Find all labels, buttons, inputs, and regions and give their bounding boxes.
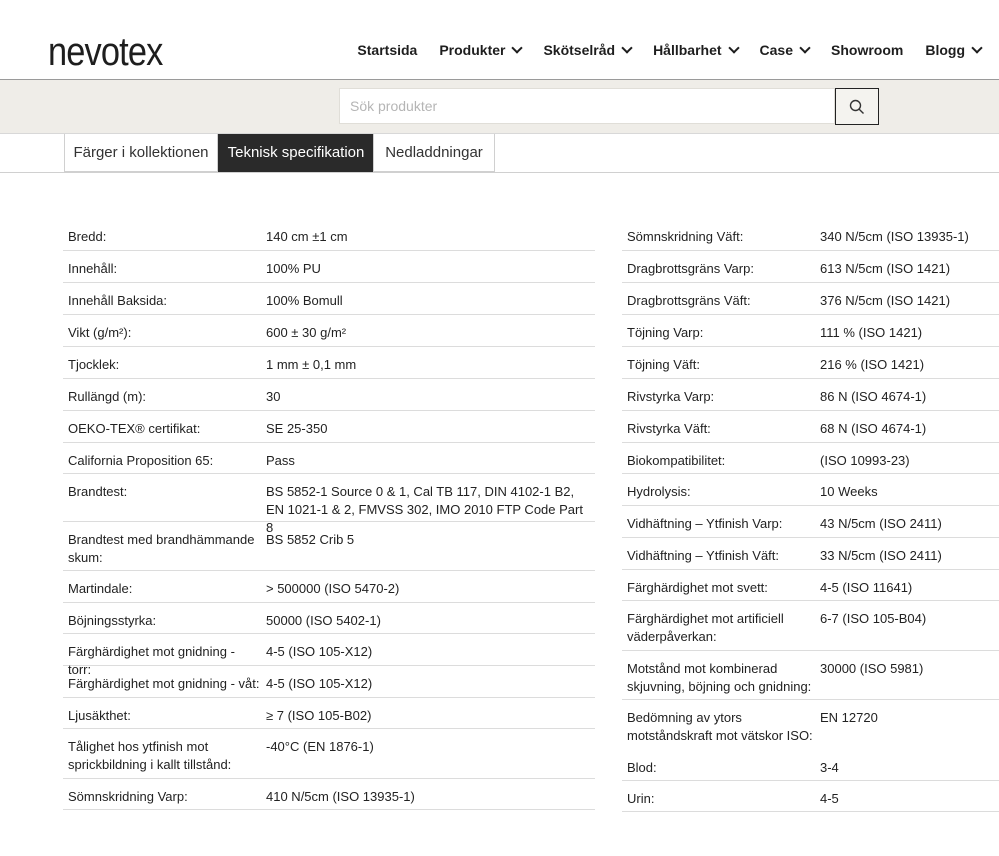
spec-label: Sömnskridning Väft: <box>627 229 744 244</box>
spec-row <box>622 443 999 474</box>
spec-label: Vikt (g/m²): <box>68 325 132 340</box>
search-button[interactable] <box>835 88 879 125</box>
spec-row <box>622 474 999 506</box>
spec-value: 3-4 <box>820 760 839 775</box>
nav-item-label: Hållbarhet <box>653 42 722 58</box>
spec-label: Rivstyrka Varp: <box>627 389 715 404</box>
brand-logo[interactable]: nevotex <box>48 30 163 74</box>
spec-label: California Proposition 65: <box>68 453 214 468</box>
chevron-down-icon <box>971 42 982 53</box>
spec-value: 100% PU <box>266 261 321 276</box>
spec-label: Brandtest med brandhämmande skum: <box>68 532 255 565</box>
spec-label: Dragbrottsgräns Väft: <box>627 293 751 308</box>
spec-row <box>63 698 595 729</box>
spec-label: Färghärdighet mot gnidning - våt: <box>68 676 260 691</box>
spec-label: Töjning Väft: <box>627 357 700 372</box>
nav-item-startsida[interactable] <box>357 42 417 58</box>
spec-label: Böjningsstyrka: <box>68 613 157 628</box>
spec-label: Hydrolysis: <box>627 484 691 499</box>
search-bar <box>0 80 999 134</box>
spec-row <box>622 570 999 601</box>
spec-value: 4-5 (ISO 105-X12) <box>266 644 373 659</box>
spec-row <box>622 347 999 379</box>
spec-value: BS 5852 Crib 5 <box>266 532 355 547</box>
spec-row <box>622 251 999 283</box>
spec-label: Tålighet hos ytfinish mot sprickbildning i kallt tillstånd: <box>68 739 232 772</box>
spec-value: -40°C (EN 1876-1) <box>266 739 374 754</box>
spec-label: Tjocklek: <box>68 357 120 372</box>
nav-item-label: Showroom <box>831 42 904 58</box>
spec-row <box>63 666 595 698</box>
chevron-down-icon <box>621 42 632 53</box>
nav-item-label: Startsida <box>357 42 418 58</box>
spec-row <box>63 571 595 603</box>
spec-row <box>622 538 999 570</box>
spec-value: 30000 (ISO 5981) <box>820 661 924 676</box>
site-header <box>0 0 999 80</box>
spec-label: Rivstyrka Väft: <box>627 421 711 436</box>
spec-label: Bredd: <box>68 229 107 244</box>
nav-item-label: Skötselråd <box>543 42 616 58</box>
spec-table-right <box>622 219 999 812</box>
spec-value: 4-5 <box>820 791 839 806</box>
spec-label: Vidhäftning – Ytfinish Varp: <box>627 516 783 531</box>
spec-row <box>63 219 595 251</box>
spec-row <box>63 729 595 779</box>
spec-label: Martindale: <box>68 581 133 596</box>
spec-value: 10 Weeks <box>820 484 878 499</box>
spec-value: BS 5852-1 Source 0 & 1, Cal TB 117, DIN 4102-1 B2, EN 1021-1 & 2, FMVSS 302, IMO 2010 FTP Code Part 8 <box>266 484 583 535</box>
spec-row <box>622 601 999 651</box>
tab-teknisk-specifikation[interactable]: Teknisk specifikation <box>218 134 374 172</box>
spec-value: 613 N/5cm (ISO 1421) <box>820 261 951 276</box>
spec-row <box>622 283 999 315</box>
spec-label: Färghärdighet mot artificiell väderpåverkan: <box>627 611 784 644</box>
spec-value: (ISO 10993-23) <box>820 453 910 468</box>
spec-value: SE 25-350 <box>266 421 328 436</box>
spec-row <box>63 347 595 379</box>
spec-value: 50000 (ISO 5402-1) <box>266 613 381 628</box>
tab-nedladdningar[interactable]: Nedladdningar <box>373 134 495 172</box>
spec-label: Vidhäftning – Ytfinish Väft: <box>627 548 780 563</box>
nav-item-label: Blogg <box>925 42 965 58</box>
spec-label: Innehåll Baksida: <box>68 293 168 308</box>
spec-label: Biokompatibilitet: <box>627 453 726 468</box>
spec-row <box>622 219 999 251</box>
spec-row <box>63 474 595 535</box>
spec-label: Sömnskridning Varp: <box>68 789 188 804</box>
spec-row <box>63 315 595 347</box>
spec-value: 600 ± 30 g/m² <box>266 325 347 340</box>
spec-row <box>622 506 999 538</box>
nav-item-case[interactable] <box>760 42 809 58</box>
spec-row <box>63 522 595 571</box>
spec-value: 111 % (ISO 1421) <box>820 325 923 340</box>
chevron-down-icon <box>728 42 739 53</box>
chevron-down-icon <box>512 42 523 53</box>
spec-row <box>622 781 999 812</box>
nav-item-label: Produkter <box>439 42 506 58</box>
spec-row <box>63 251 595 283</box>
nav-item-label: Case <box>759 42 793 58</box>
spec-value: EN 12720 <box>820 710 878 725</box>
spec-label: Färghärdighet mot svett: <box>627 580 768 595</box>
spec-value: 140 cm ±1 cm <box>266 229 348 244</box>
spec-row <box>622 315 999 347</box>
spec-value: 68 N (ISO 4674-1) <box>820 421 927 436</box>
spec-row <box>63 379 595 411</box>
spec-label: Töjning Varp: <box>627 325 704 340</box>
nav-item-skotselrad[interactable] <box>543 42 631 58</box>
spec-value: 376 N/5cm (ISO 1421) <box>820 293 951 308</box>
product-tabs <box>0 134 999 173</box>
spec-value: 216 % (ISO 1421) <box>820 357 925 372</box>
spec-label: OEKO-TEX® certifikat: <box>68 421 201 436</box>
tab-farger-i-kollektionen[interactable]: Färger i kollektionen <box>64 134 218 172</box>
nav-item-hallbarhet[interactable] <box>653 42 737 58</box>
chevron-down-icon <box>799 42 810 53</box>
search-input[interactable] <box>339 88 835 124</box>
spec-value: 4-5 (ISO 105-X12) <box>266 676 373 691</box>
spec-value: 33 N/5cm (ISO 2411) <box>820 548 942 563</box>
spec-value: 410 N/5cm (ISO 13935-1) <box>266 789 415 804</box>
spec-label: Rullängd (m): <box>68 389 147 404</box>
spec-value: 86 N (ISO 4674-1) <box>820 389 927 404</box>
spec-value: 4-5 (ISO 11641) <box>820 580 913 595</box>
spec-row <box>622 750 999 781</box>
spec-row <box>63 443 595 474</box>
spec-row <box>622 379 999 411</box>
spec-label: Urin: <box>627 791 655 806</box>
nav-item-showroom[interactable] <box>831 42 903 58</box>
spec-label: Motstånd mot kombinerad skjuvning, böjning och gnidning: <box>627 661 812 694</box>
spec-row <box>63 634 595 677</box>
spec-value: 1 mm ± 0,1 mm <box>266 357 357 372</box>
spec-row <box>63 779 595 810</box>
nav-item-produkter[interactable] <box>439 42 521 58</box>
spec-row <box>622 411 999 443</box>
search-icon <box>849 99 865 115</box>
spec-row <box>63 603 595 634</box>
spec-label: Blod: <box>627 760 657 775</box>
spec-row <box>63 411 595 443</box>
spec-label: Ljusäkthet: <box>68 708 131 723</box>
spec-value: 30 <box>266 389 281 404</box>
spec-value: 340 N/5cm (ISO 13935-1) <box>820 229 969 244</box>
spec-label: Bedömning av ytors motståndskraft mot vätskor ISO: <box>627 710 813 743</box>
spec-label: Brandtest: <box>68 484 128 499</box>
spec-label: Dragbrottsgräns Varp: <box>627 261 754 276</box>
spec-value: 100% Bomull <box>266 293 343 308</box>
spec-label: Innehåll: <box>68 261 118 276</box>
spec-value: ≥ 7 (ISO 105-B02) <box>266 708 372 723</box>
spec-value: Pass <box>266 453 295 468</box>
nav-item-blogg[interactable] <box>925 42 981 58</box>
spec-value: 43 N/5cm (ISO 2411) <box>820 516 942 531</box>
spec-value: > 500000 (ISO 5470-2) <box>266 581 400 596</box>
spec-value: 6-7 (ISO 105-B04) <box>820 611 927 626</box>
spec-row <box>622 651 999 700</box>
spec-table-left <box>63 219 595 810</box>
spec-row <box>63 283 595 315</box>
spec-label: Färghärdighet mot gnidning - torr: <box>68 644 235 677</box>
spec-row <box>622 700 999 750</box>
main-nav <box>335 42 981 58</box>
